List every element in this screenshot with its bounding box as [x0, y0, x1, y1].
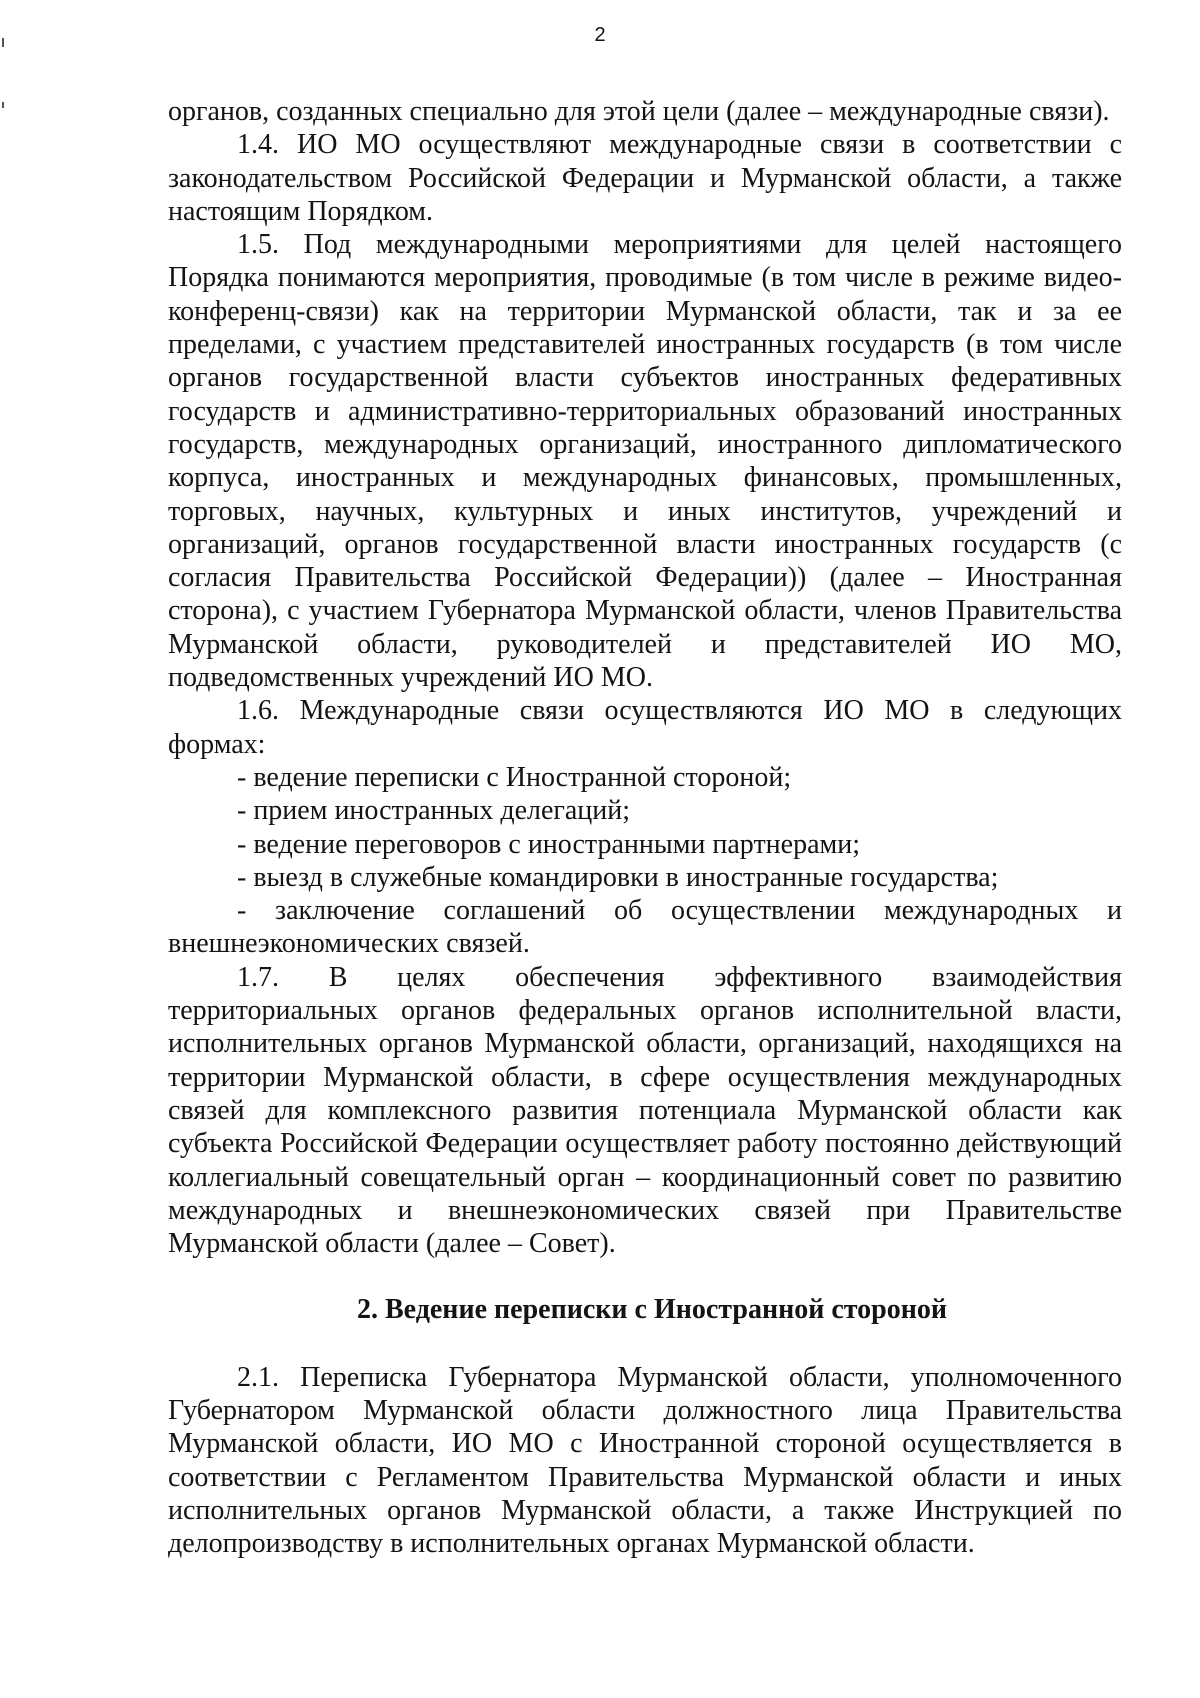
section-heading: 2. Ведение переписки с Иностранной стороной	[356, 1294, 948, 1326]
paragraph-continuation: органов, созданных специально для этой цели (далее – международные связи).	[168, 96, 1110, 127]
page-number: 2	[594, 24, 606, 46]
list-item: - прием иностранных делегаций;	[237, 795, 631, 827]
list-item: - выезд в служебные командировки в иностранные государства;	[237, 861, 999, 893]
paragraph-1-5: 1.5. Под международными мероприятиями для целей настоящего Порядка понимаются мероприятия, проводимые (в том числе в режиме видео-конференц-связи) как на территории Мурманской области, так и за ее пределами, с участием представителей иностранных государств (в том числе органов государственной власти субъектов иностранных федеративных государств и административно-территориальных образований иностранных государств, международных организаций, иностранного дипломатического корпуса, иностранных и международных финансовых, промышленных, торговых, научных, культурных и иных институтов, учреждений и организаций, органов государственной власти иностранных государств (с согласия Правительства Российской Федерации)) (далее – Иностранная сторона), с участием Губернатора Мурманской области, членов Правительства Мурманской области, руководителей и представителей ИО МО, подведомственных учреждений ИО МО.	[168, 229, 1122, 694]
paragraph-1-6: 1.6. Международные связи осуществляются ИО МО в следующих формах:	[168, 695, 1122, 760]
paragraph-1-4: 1.4. ИО МО осуществляют международные связи в соответствии с законодательством Российской Федерации и Мурманской области, а также настоящим Порядком.	[168, 129, 1122, 227]
paragraph-2-1: 2.1. Переписка Губернатора Мурманской области, уполномоченного Губернатором Мурманской области должностного лица Правительства Мурманской области, ИО МО с Иностранной стороной осуществляется в соответствии с Регламентом Правительства Мурманской области и иных исполнительных органов Мурманской области, а также Инструкцией по делопроизводству в исполнительных органах Мурманской области.	[168, 1361, 1122, 1560]
list-item: - заключение соглашений об осуществлении международных и внешнеэкономических связей.	[168, 895, 1122, 960]
list-item: - ведение переписки с Иностранной стороной;	[237, 761, 792, 793]
document-body	[168, 95, 1122, 1560]
scan-edge-mark	[2, 102, 4, 108]
paragraph-1-7: 1.7. В целях обеспечения эффективного взаимодействия территориальных органов федеральных органов исполнительной власти, исполнительных органов Мурманской области, организаций, находящихся на территории Мурманской области, в сфере осуществления международных связей для комплексного развития потенциала Мурманской области как субъекта Российской Федерации осуществляет работу постоянно действующий коллегиальный совещательный орган – координационный совет по развитию международных и внешнеэкономических связей при Правительстве Мурманской области (далее – Совет).	[168, 961, 1122, 1260]
list-item: - ведение переговоров с иностранными партнерами;	[237, 828, 860, 860]
